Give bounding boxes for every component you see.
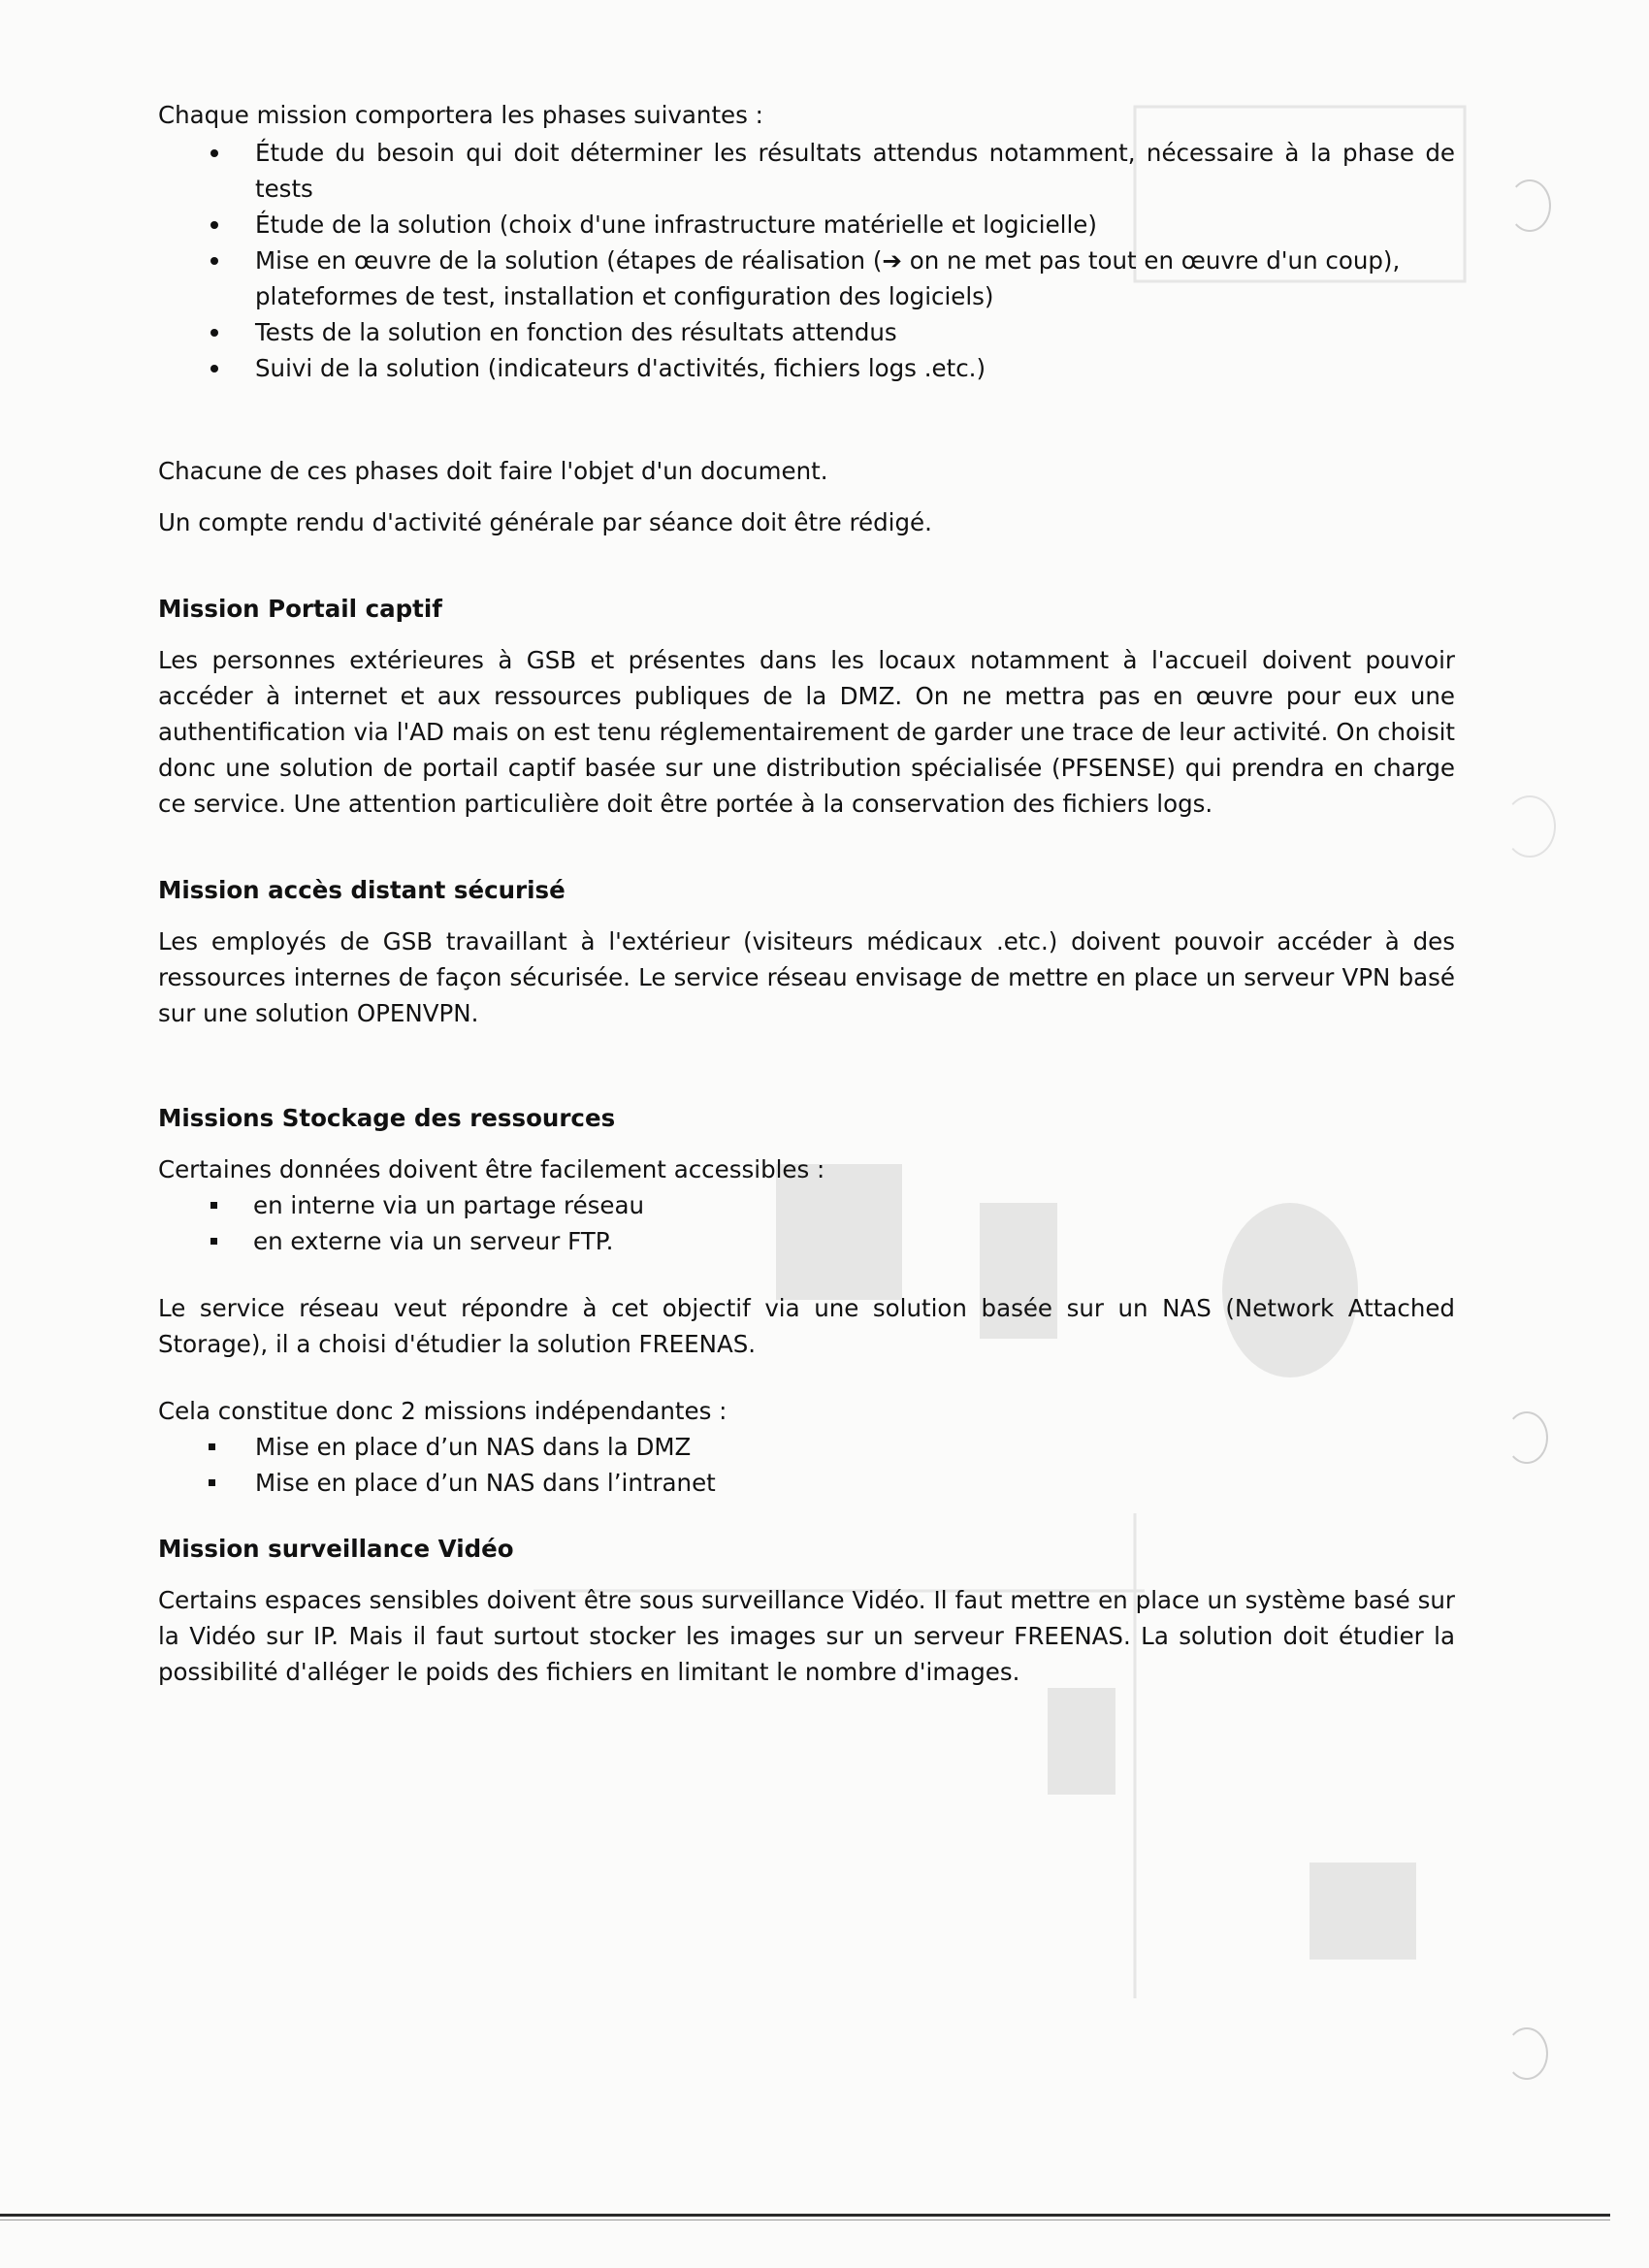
list-item: Suivi de la solution (indicateurs d'activités, fichiers logs .etc.) (158, 350, 1455, 386)
list-item: Étude du besoin qui doit déterminer les résultats attendus notamment, nécessaire à la phase de tests (158, 135, 1455, 207)
list-item: Tests de la solution en fonction des résultats attendus (158, 314, 1455, 350)
list-item: en externe via un serveur FTP. (158, 1223, 1455, 1259)
stockage-lead: Certaines données doivent être facilement accessibles : (158, 1155, 825, 1183)
section-title-video: Mission surveillance Vidéo (158, 1535, 514, 1563)
binder-hole-mark (1505, 1411, 1548, 1464)
stockage-missions-list (158, 1429, 1455, 1501)
section-title-stockage: Missions Stockage des ressources (158, 1104, 616, 1132)
footer-rule-thin (0, 2219, 1610, 2220)
footer-rule (0, 2214, 1610, 2217)
section-body-portail: Les personnes extérieures à GSB et présentes dans les locaux notamment à l'accueil doivent pouvoir accéder à internet et aux ressources publiques de la DMZ. On ne mettra pas en œuvre pour eux une authentification via l'AD mais on est tenu réglementairement de garder une trace de leur activité. On choisit donc une solution de portail captif basée sur une distribution spécialisée (PFSENSE) qui prendra en charge ce service. Une attention particulière doit être portée à la conservation des fichiers logs. (158, 646, 1455, 818)
stockage-body: Le service réseau veut répondre à cet objectif via une solution basée sur un NAS (Network Attached Storage), il a choisi d'étudier la solution FREENAS. (158, 1294, 1455, 1358)
list-item: Mise en place d’un NAS dans l’intranet (158, 1465, 1455, 1501)
section-title-vpn: Mission accès distant sécurisé (158, 876, 566, 904)
section-title-portail: Mission Portail captif (158, 595, 442, 623)
phases-lead: Chaque mission comportera les phases suivantes : (158, 101, 763, 129)
stockage-missions-lead: Cela constitue donc 2 missions indépendantes : (158, 1397, 728, 1425)
section-body-video: Certains espaces sensibles doivent être sous surveillance Vidéo. Il faut mettre en place un système basé sur la Vidéo sur IP. Mais il faut surtout stocker les images sur un serveur FREENAS. La solution doit étudier la possibilité d'alléger le poids des fichiers en limitant le nombre d'images. (158, 1586, 1455, 1686)
list-item: Étude de la solution (choix d'une infrastructure matérielle et logicielle) (158, 207, 1455, 243)
section-body-vpn: Les employés de GSB travaillant à l'extérieur (visiteurs médicaux .etc.) doivent pouvoir accéder à des ressources internes de façon sécurisée. Le service réseau envisage de mettre en place un serveur VPN basé sur une solution OPENVPN. (158, 927, 1455, 1027)
report-note: Un compte rendu d'activité générale par séance doit être rédigé. (158, 508, 932, 536)
binder-hole-mark (1508, 179, 1551, 232)
binder-hole-mark (1504, 795, 1556, 858)
phases-list (158, 135, 1455, 386)
stockage-list (158, 1187, 1455, 1259)
list-item: Mise en œuvre de la solution (étapes de réalisation (➔ on ne met pas tout en œuvre d'un coup), plateformes de test, installation et configuration des logiciels) (158, 243, 1455, 314)
list-item: Mise en place d’un NAS dans la DMZ (158, 1429, 1455, 1465)
list-item: en interne via un partage réseau (158, 1187, 1455, 1223)
phases-note: Chacune de ces phases doit faire l'objet d'un document. (158, 457, 828, 485)
binder-hole-mark (1505, 2027, 1548, 2080)
document-body (158, 97, 1455, 1690)
